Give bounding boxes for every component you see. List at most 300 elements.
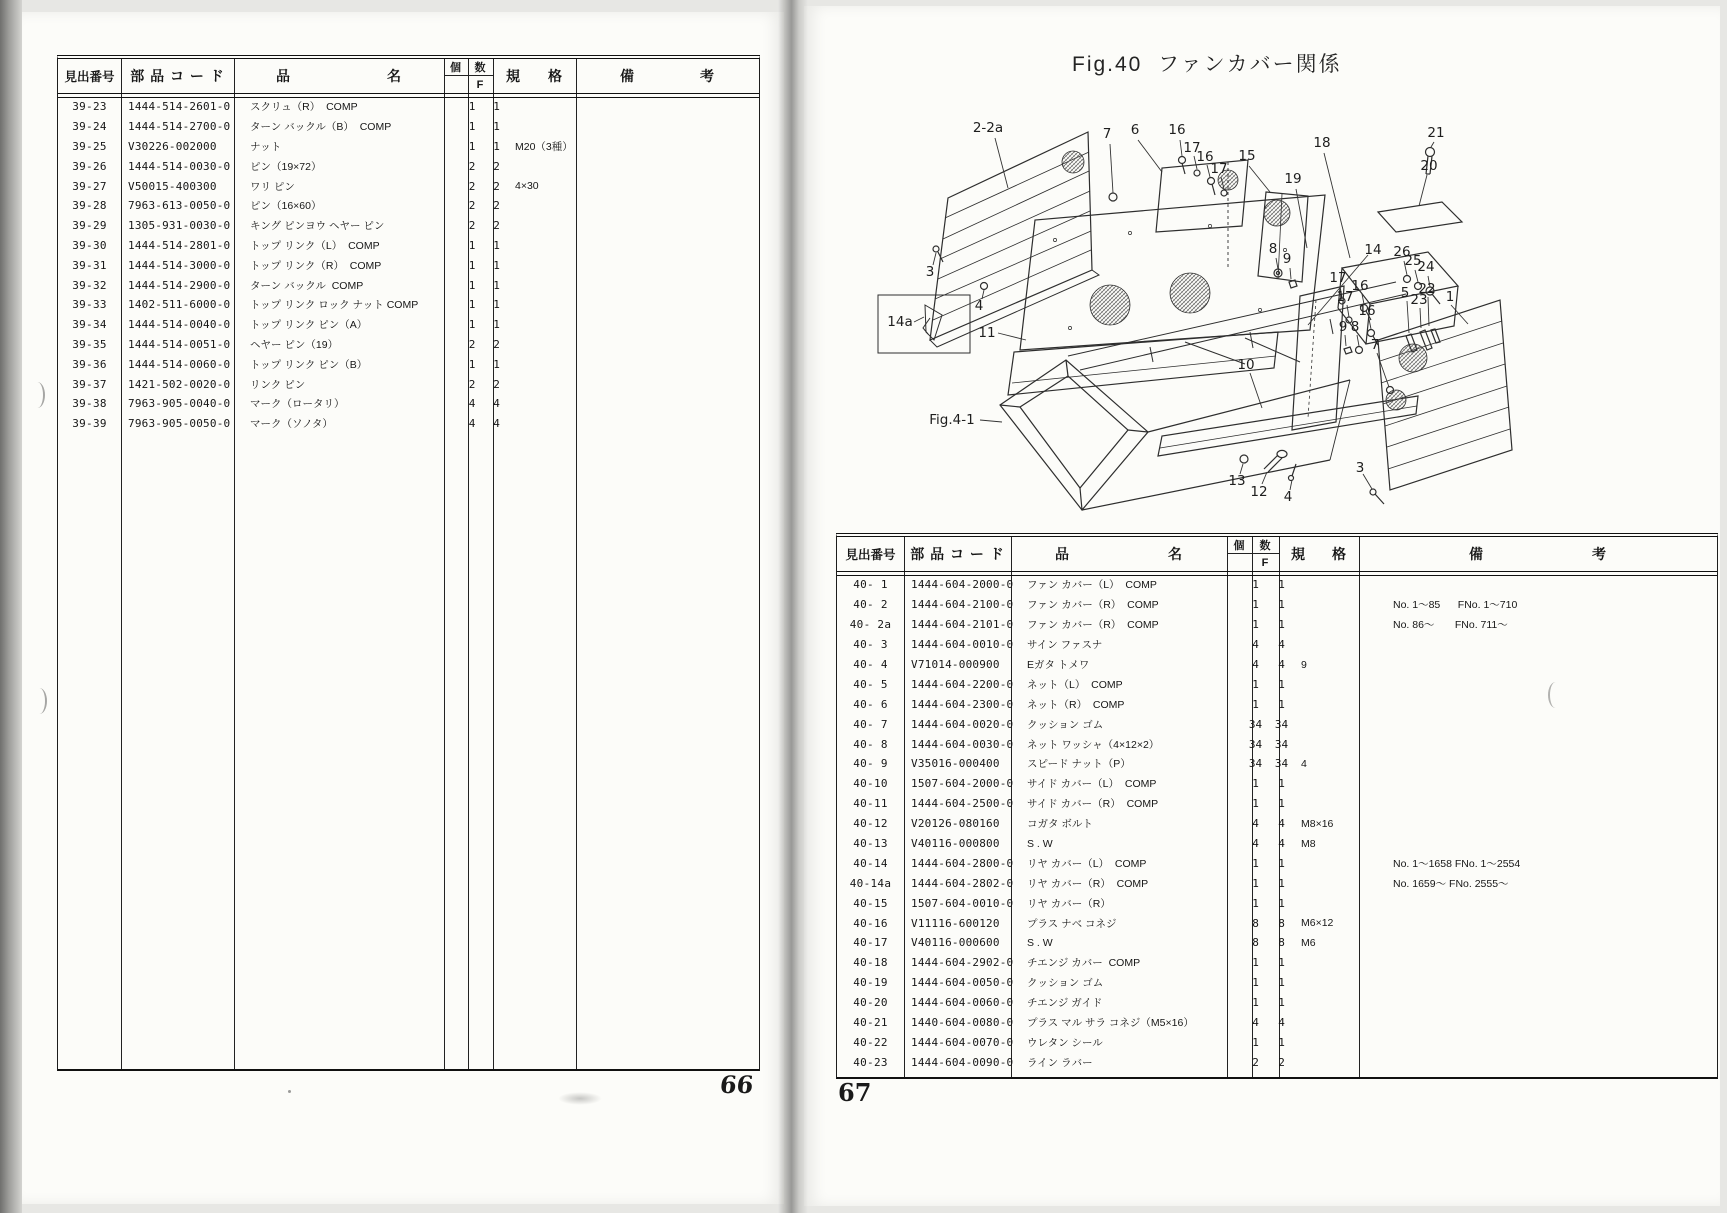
cell-part-name: ピン（16×60） [250,200,322,213]
table-row [58,236,759,256]
cell-part-name: マーク（ロータリ） [250,398,345,411]
cell-index: 40-23 [853,1055,888,1069]
cell-qty-f: 1 [1278,856,1285,870]
parts-table-left [57,55,760,1071]
table-row [837,754,1717,774]
cell-qty-f: 4 [1278,658,1285,671]
header-name: 品 名 [1055,546,1183,562]
cell-index: 40- 9 [853,757,888,771]
figure-title: Fig.40 ファンカバー関係 [1072,53,1342,76]
cell-part-name: トップ リンク ロック ナット COMP [250,299,419,312]
table-row [58,156,759,176]
table-row [837,635,1717,655]
cell-index: 40- 6 [853,697,888,711]
cell-qty: 1 [468,318,476,332]
cell-index: 39-39 [72,417,107,431]
table-row [837,794,1717,814]
table-row [58,275,759,295]
table-rows-left [58,97,759,434]
cell-part-name: リヤ カバー（R） COMP [1027,877,1149,890]
page-number-left: 66 [718,1070,755,1099]
figure-callout: 17 [1183,140,1201,156]
figure-callout: 8 [1268,241,1278,257]
cell-qty: 4 [468,417,476,431]
cell-part-code: 1444-604-2000-0 [911,578,1014,592]
cell-qty: 1 [468,139,476,153]
figure-callout: 12 [1250,484,1268,500]
cell-part-code: 1444-514-2700-0 [128,120,231,134]
figure-callout: 11 [978,325,996,341]
figure-callout: 16 [1358,303,1376,319]
cell-qty: 1 [1252,797,1259,811]
cell-qty-f: 1 [1278,996,1285,1010]
figure-callout: 8 [1350,319,1360,335]
cell-part-name: プラス マル サラ コネジ（M5×16） [1027,1017,1194,1030]
figure-callout: 19 [1284,171,1302,187]
cell-qty: 34 [1248,737,1263,751]
cell-qty: 1 [1252,976,1259,990]
cell-note: No. 1～85 FNo. 1～710 [1393,599,1518,612]
cell-part-name: チエンジ ガイド [1027,997,1103,1010]
cell-index: 40-14 [853,856,888,870]
cell-qty-f: 1 [1278,618,1285,632]
cell-index: 40-16 [853,916,888,930]
cell-spec: 4×30 [515,180,539,193]
cell-qty: 4 [1252,1016,1259,1030]
cell-qty: 2 [1252,1055,1259,1069]
cell-qty: 1 [1252,876,1259,890]
table-row [837,933,1717,953]
cell-part-name: リヤ カバー（L） COMP [1027,857,1147,870]
parts-table-right [836,533,1718,1079]
cell-qty: 1 [1252,618,1259,632]
table-row [837,774,1717,794]
cell-qty: 1 [1252,777,1259,791]
header-qty-f: F [476,78,485,91]
cell-part-name: S . W [1027,936,1053,949]
table-row [58,216,759,236]
cell-qty: 1 [1252,598,1259,612]
header-note: 備 考 [1469,546,1607,562]
cell-index: 40-11 [853,797,888,811]
cell-part-name: ターン バックル COMP [250,279,364,292]
cell-qty: 2 [468,159,476,173]
cell-part-code: 1444-604-2802-0 [911,876,1014,890]
cell-part-code: V50015-400300 [128,179,217,193]
figure-callout: 22 [1418,281,1436,297]
cell-part-name: ワリ ピン [250,180,295,193]
page-gutter-shadow [778,0,808,1213]
figure-callout: 6 [1130,122,1140,138]
table-row [837,853,1717,873]
cell-part-code: 1444-514-3000-0 [128,258,231,272]
cell-index: 40- 4 [853,658,888,671]
cell-qty-f: 34 [1274,737,1289,751]
cell-index: 39-35 [72,337,107,351]
table-row [837,953,1717,973]
page-right [804,6,1720,1206]
cell-qty-f: 2 [493,199,500,213]
cell-index: 39-23 [72,100,107,114]
table-header-right [837,537,1717,571]
cell-part-code: 1507-604-0010-0 [911,896,1014,910]
cell-qty: 2 [468,199,476,213]
table-row [58,176,759,196]
cell-qty: 1 [1252,896,1259,910]
cell-part-name: チエンジ カバー COMP [1027,957,1141,970]
cell-qty: 4 [468,397,476,411]
cell-qty-f: 2 [493,337,500,351]
cell-part-name: ネット ワッシャ（4×12×2） [1027,738,1160,751]
cell-qty: 8 [1252,916,1259,930]
table-row [58,315,759,335]
table-row [837,973,1717,993]
cell-part-name: サイン ファスナ [1027,639,1103,652]
cell-qty: 1 [468,298,476,312]
cell-part-name: リンク ピン [250,378,306,391]
cell-part-name: ターン バックル（B） COMP [250,121,392,134]
cell-qty-f: 2 [493,219,500,233]
cell-qty-f: 1 [1278,697,1285,711]
cell-part-code: V20126-080160 [911,817,1000,831]
cell-index: 40-21 [853,1016,888,1030]
cell-qty-f: 1 [493,258,500,272]
cell-spec: 9 [1301,658,1307,671]
figure-callout: 13 [1228,473,1246,489]
cell-part-name: ファン カバー（L） COMP [1027,579,1157,592]
cell-qty: 1 [468,357,476,371]
cell-index: 40- 2a [849,618,892,632]
header-qty: 個 数 F [444,59,493,93]
cell-part-name: リヤ カバー（R） [1027,897,1111,910]
exploded-diagram [830,100,1530,550]
cell-part-code: 1444-514-0040-0 [128,318,231,332]
cell-index: 39-37 [72,377,107,391]
cell-qty-f: 4 [1278,817,1285,831]
cell-qty: 1 [1252,697,1259,711]
cell-part-name: ファン カバー（R） COMP [1027,619,1159,632]
table-rows-right [837,575,1717,1072]
cell-index: 40-12 [853,817,888,831]
cell-qty: 2 [468,179,476,193]
table-row [58,137,759,157]
cell-part-code: 1444-514-0051-0 [128,337,231,351]
cell-qty: 1 [1252,578,1259,592]
header-code: 部 品 コ ー ド [910,546,1005,562]
cell-qty: 1 [1252,856,1259,870]
cell-part-name: トップ リンク（R） COMP [250,259,382,272]
cell-qty-f: 4 [1278,837,1285,851]
table-row [837,1032,1717,1052]
header-spec: 規 格 [1291,546,1347,562]
figure-callout: 24 [1417,259,1435,275]
cell-part-code: 1444-514-2900-0 [128,278,231,292]
table-row [837,814,1717,834]
scan-dot [288,1090,291,1093]
table-row [837,575,1717,595]
cell-qty: 1 [468,238,476,252]
cell-qty: 1 [1252,996,1259,1010]
figure-callout: 14 [1364,242,1382,258]
cell-part-code: 1444-514-0030-0 [128,159,231,173]
cell-qty-f: 8 [1278,936,1285,950]
figure-callout: 17 [1336,289,1354,305]
cell-qty: 1 [1252,677,1259,691]
table-header-left [58,59,759,93]
cell-part-code: V35016-000400 [911,757,1000,771]
table-row [58,354,759,374]
cell-qty-f: 2 [493,179,500,193]
cell-qty-f: 1 [1278,598,1285,612]
cell-qty: 4 [1252,658,1259,671]
cell-part-name: スクリュ（R） COMP [250,101,358,114]
cell-part-code: 1444-514-2801-0 [128,238,231,252]
table-row [837,1052,1717,1072]
cell-part-code: 1444-604-0070-0 [911,1035,1014,1049]
cell-part-name: マーク（ソノタ） [250,418,333,431]
cell-part-code: 1444-514-2601-0 [128,100,231,114]
cell-index: 39-26 [72,159,107,173]
cell-part-name: プラス ナベ コネジ [1027,917,1117,930]
cell-part-code: 1444-604-0010-0 [911,638,1014,652]
cell-qty-f: 1 [1278,876,1285,890]
cell-qty: 4 [1252,837,1259,851]
cell-index: 40-20 [853,996,888,1010]
cell-part-code: 1444-604-0050-0 [911,976,1014,990]
cell-index: 40-15 [853,896,888,910]
cell-spec: M20（3種） [515,140,573,153]
figure-callout: 14a [887,314,913,330]
table-row [58,335,759,355]
table-row [58,196,759,216]
cell-part-code: 7963-905-0050-0 [128,417,231,431]
cell-qty-f: 1 [1278,797,1285,811]
cell-qty: 34 [1248,757,1263,771]
cell-qty-f: 1 [493,357,500,371]
cell-index: 39-27 [72,179,107,193]
cell-part-code: 1444-604-2800-0 [911,856,1014,870]
cell-qty-f: 1 [493,298,500,312]
cell-part-code: 1444-514-0060-0 [128,357,231,371]
cell-qty: 2 [468,377,476,391]
figure-callout: 15 [1238,148,1256,164]
figure-callout: 26 [1393,244,1411,260]
cell-qty-f: 1 [1278,578,1285,592]
cell-part-name: サイド カバー（L） COMP [1027,778,1157,791]
cell-qty-f: 1 [493,238,500,252]
cell-part-name: ナット [250,140,282,153]
scan-edge-shadow [0,0,22,1213]
cell-qty-f: 1 [1278,956,1285,970]
figure-callout: 7 [1370,337,1380,353]
cell-part-code: 1444-604-0020-0 [911,717,1014,731]
cell-qty-f: 4 [493,397,500,411]
cell-index: 40- 1 [853,578,888,592]
cell-qty: 8 [1252,936,1259,950]
figure-callout: 2-2a [972,120,1004,136]
cell-index: 39-28 [72,199,107,213]
cell-qty: 4 [1252,638,1259,652]
figure-callout: 4 [1283,489,1293,505]
cell-part-code: 1444-604-2101-0 [911,618,1014,632]
cell-note: No. 86～ FNo. 711～ [1393,619,1508,632]
figure-callout: 1 [1445,289,1455,305]
header-no: 見出番号 [845,548,896,562]
cell-index: 39-36 [72,357,107,371]
cell-index: 39-31 [72,258,107,272]
cell-note: No. 1659～ FNo. 2555～ [1393,877,1509,890]
figure-callout: 18 [1313,135,1331,151]
table-row [837,674,1717,694]
table-row [58,295,759,315]
cell-index: 40- 8 [853,737,888,751]
cell-qty-f: 1 [493,120,500,134]
cell-index: 39-25 [72,139,107,153]
cell-qty-f: 4 [1278,638,1285,652]
cell-part-code: 1440-604-0080-0 [911,1016,1014,1030]
table-row [837,714,1717,734]
cell-part-name: コガタ ボルト [1027,818,1093,831]
table-row [837,913,1717,933]
table-row [837,595,1717,615]
figure-callout: 17 [1210,161,1228,177]
figure-callout: 3 [925,264,935,280]
cell-part-name: ネット（L） COMP [1027,678,1123,691]
cell-qty: 4 [1252,817,1259,831]
cell-qty-f: 1 [1278,677,1285,691]
cell-index: 40- 2 [853,598,888,612]
cell-qty-f: 8 [1278,916,1285,930]
cell-index: 39-32 [72,278,107,292]
page-left [22,12,784,1204]
cell-index: 40-13 [853,837,888,851]
table-row [837,655,1717,675]
cell-part-code: V71014-000900 [911,658,1000,671]
cell-qty: 1 [1252,956,1259,970]
cell-qty-f: 1 [493,278,500,292]
figure-callout: 3 [1355,460,1365,476]
binding-mark [30,382,45,408]
cell-part-name: トップ リンク ピン（B） [250,358,368,371]
table-row [837,1013,1717,1033]
table-row [837,615,1717,635]
figure-callout: 20 [1420,158,1438,174]
cell-part-code: 1444-604-2902-0 [911,956,1014,970]
table-row [837,734,1717,754]
cell-index: 39-34 [72,318,107,332]
cell-part-code: V11116-600120 [911,916,1000,930]
cell-part-code: V40116-000600 [911,936,1000,950]
scan-smudge [558,1092,602,1105]
cell-part-name: S . W [1027,837,1053,850]
cell-index: 40-14a [849,876,892,890]
cell-part-name: サイド カバー（R） COMP [1027,798,1159,811]
cell-index: 39-33 [72,298,107,312]
cell-part-name: ピン（19×72） [250,160,322,173]
cell-index: 40-19 [853,976,888,990]
cell-index: 39-24 [72,120,107,134]
figure-callout: 21 [1427,125,1445,141]
cell-qty-f: 34 [1274,717,1289,731]
cell-part-name: ヘヤー ピン（19） [250,338,339,351]
cell-part-code: 1444-604-0090-0 [911,1055,1014,1069]
header-note: 備 考 [620,68,715,84]
cell-part-code: 1444-604-2500-0 [911,797,1014,811]
cell-part-name: クッション ゴム [1027,718,1104,731]
figure-callout: 16 [1351,278,1369,294]
cell-part-name: キング ピンヨウ ヘヤー ピン [250,220,385,233]
cell-part-code: 1402-511-6000-0 [128,298,231,312]
cell-index: 40-10 [853,777,888,791]
figure-callout: 7 [1102,126,1112,142]
cell-part-code: 7963-905-0040-0 [128,397,231,411]
cell-qty: 2 [468,219,476,233]
figure-callout: 9 [1282,251,1292,267]
figure-callout: 23 [1410,292,1428,308]
figure-callout: Fig.4-1 [929,412,975,428]
cell-part-code: 1444-604-2200-0 [911,677,1014,691]
figure-callout: 25 [1404,253,1422,269]
cell-qty-f: 1 [1278,896,1285,910]
cell-part-code: 1444-604-2100-0 [911,598,1014,612]
cell-qty-f: 1 [493,139,500,153]
cell-index: 40-17 [853,936,888,950]
cell-spec: M6×12 [1301,917,1334,930]
cell-index: 39-30 [72,238,107,252]
figure-callout: 16 [1196,149,1214,165]
figure-callout: 16 [1168,122,1186,138]
cell-qty: 2 [468,337,476,351]
cell-qty-f: 1 [1278,1035,1285,1049]
figure-callout: 17 [1329,270,1347,286]
cell-index: 40- 3 [853,638,888,652]
cell-qty: 1 [1252,1035,1259,1049]
cell-qty-f: 1 [493,318,500,332]
cell-qty: 1 [468,120,476,134]
cell-part-name: スピード ナット（P） [1027,758,1131,771]
cell-part-code: 7963-613-0050-0 [128,199,231,213]
cell-index: 39-29 [72,219,107,233]
cell-spec: M6 [1301,936,1316,949]
table-row [58,97,759,117]
cell-index: 40- 7 [853,717,888,731]
cell-qty-f: 2 [493,377,500,391]
cell-part-code: 1444-604-2300-0 [911,697,1014,711]
cell-spec: M8 [1301,837,1316,850]
cell-index: 40-22 [853,1035,888,1049]
cell-spec: M8×16 [1301,817,1334,830]
cell-part-name: ファン カバー（R） COMP [1027,599,1159,612]
cell-qty-f: 2 [493,159,500,173]
header-name: 品 名 [276,68,402,84]
cell-qty: 1 [468,100,476,114]
header-no: 見出番号 [64,70,115,84]
cell-index: 40- 5 [853,677,888,691]
cell-spec: 4 [1301,757,1307,770]
table-row [837,893,1717,913]
cell-part-name: クッション ゴム [1027,977,1104,990]
cell-part-code: 1421-502-0020-0 [128,377,231,391]
page-number-right: 67 [838,1078,872,1107]
table-row [837,834,1717,854]
header-qty: 個 数 F [1227,537,1279,571]
cell-part-code: 1305-931-0030-0 [128,219,231,233]
cell-qty: 1 [468,258,476,272]
table-row [837,993,1717,1013]
cell-qty-f: 4 [1278,1016,1285,1030]
cell-part-name: ネット（R） COMP [1027,698,1125,711]
cell-part-name: トップ リンク ピン（A） [250,319,368,332]
